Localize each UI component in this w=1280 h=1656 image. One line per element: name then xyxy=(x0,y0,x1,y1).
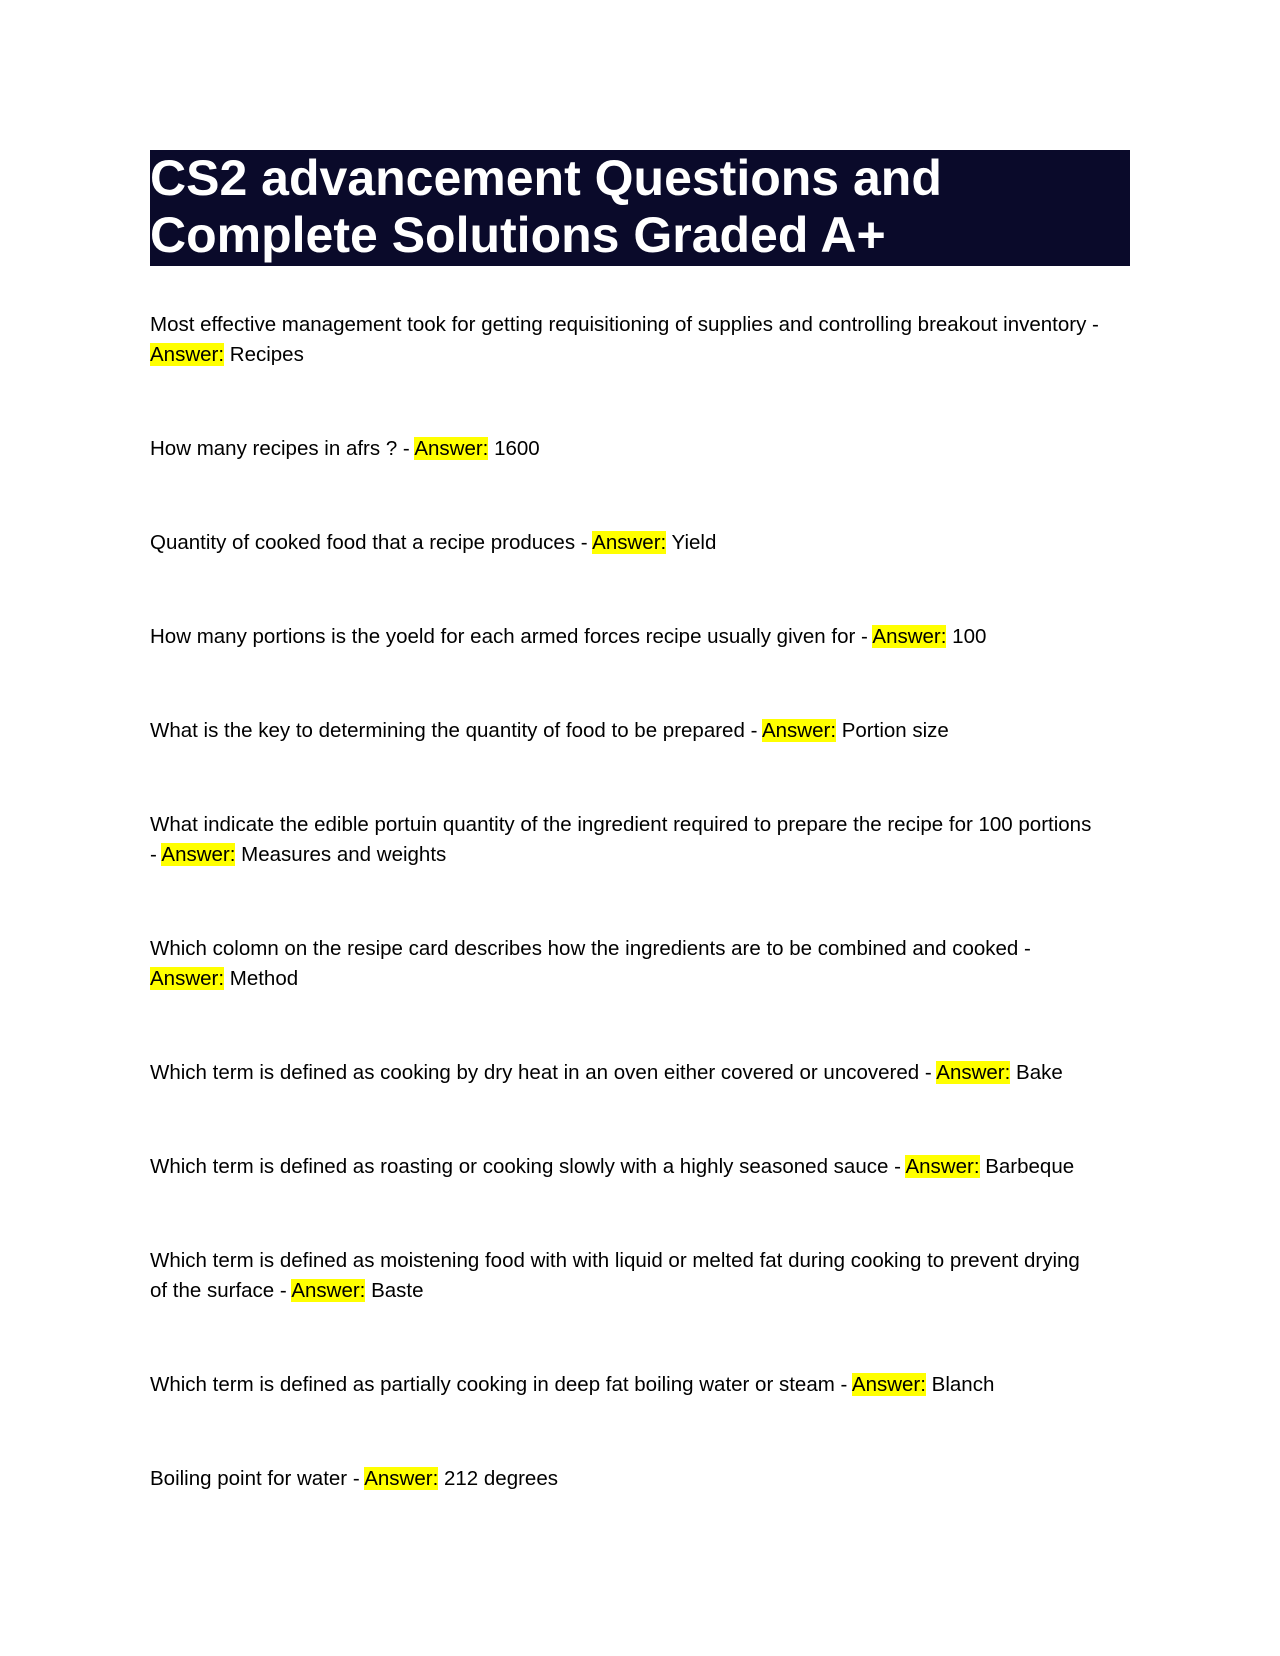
answer-label: Answer: xyxy=(364,1467,439,1490)
answer-text: 212 degrees xyxy=(438,1467,558,1490)
question-text: Which term is defined as partially cooking in deep fat boiling water or steam xyxy=(150,1373,835,1396)
answer-text: Baste xyxy=(365,1279,424,1302)
answer-text: Measures and weights xyxy=(235,843,447,866)
separator: - xyxy=(1086,313,1099,336)
answer-label: Answer: xyxy=(872,625,947,648)
answer-label: Answer: xyxy=(936,1061,1011,1084)
answer-text: Bake xyxy=(1010,1061,1063,1084)
separator: - xyxy=(274,1279,292,1302)
separator: - xyxy=(1018,937,1031,960)
answer-label: Answer: xyxy=(414,437,489,460)
qa-item xyxy=(150,622,1100,652)
separator: - xyxy=(150,843,162,866)
title-line-2: Complete Solutions Graded A+ xyxy=(150,207,886,263)
question-text: Most effective management took for getting requisitioning of supplies and controlling breakout inventory xyxy=(150,313,1087,336)
qa-item xyxy=(150,434,1100,464)
answer-label: Answer: xyxy=(161,843,236,866)
answer-label: Answer: xyxy=(905,1155,980,1178)
answer-text: Blanch xyxy=(925,1373,995,1396)
qa-item xyxy=(150,310,1100,370)
answer-label: Answer: xyxy=(851,1373,926,1396)
answer-text: Barbeque xyxy=(979,1155,1075,1178)
qa-item xyxy=(150,1370,1100,1400)
separator: - xyxy=(397,437,415,460)
question-text: Which term is defined as moistening food with with liquid or melted fat during cooking to prevent drying of the surface xyxy=(150,1249,1080,1302)
answer-text: Yield xyxy=(666,531,717,554)
answer-text: Method xyxy=(224,967,299,990)
question-text: Which term is defined as roasting or cooking slowly with a highly seasoned sauce xyxy=(150,1155,889,1178)
qa-item xyxy=(150,810,1100,870)
separator: - xyxy=(888,1155,906,1178)
answer-label: Answer: xyxy=(150,343,225,366)
question-text: Boiling point for water xyxy=(150,1467,348,1490)
separator: - xyxy=(834,1373,852,1396)
answer-label: Answer: xyxy=(150,967,225,990)
question-text: How many portions is the yoeld for each armed forces recipe usually given for xyxy=(150,625,856,648)
title-line-1: CS2 advancement Questions and xyxy=(150,150,942,206)
title-banner xyxy=(150,150,1130,266)
answer-text: Recipes xyxy=(224,343,304,366)
question-text: What indicate the edible portuin quantity of the ingredient required to prepare the recipe for 100 portions xyxy=(150,813,1092,836)
answer-label: Answer: xyxy=(761,719,837,742)
qa-item xyxy=(150,528,1100,558)
qa-item xyxy=(150,716,1100,746)
question-text: Quantity of cooked food that a recipe produces xyxy=(150,531,576,554)
separator: - xyxy=(744,719,762,742)
question-text: Which term is defined as cooking by dry heat in an oven either covered or uncovered xyxy=(150,1061,920,1084)
answer-label: Answer: xyxy=(291,1279,366,1302)
answer-text: 1600 xyxy=(488,437,540,460)
separator: - xyxy=(347,1467,365,1490)
separator: - xyxy=(575,531,593,554)
question-text: How many recipes in afrs ? xyxy=(150,437,398,460)
qa-list xyxy=(150,310,1100,1558)
qa-item xyxy=(150,934,1100,994)
answer-text: Portion size xyxy=(836,719,949,742)
answer-text: 100 xyxy=(946,625,987,648)
qa-item xyxy=(150,1152,1100,1182)
question-text: Which colomn on the resipe card describes how the ingredients are to be combined and cooked xyxy=(150,937,1019,960)
qa-item xyxy=(150,1246,1100,1306)
qa-item xyxy=(150,1058,1100,1088)
question-text: What is the key to determining the quantity of food to be prepared xyxy=(150,719,745,742)
separator: - xyxy=(855,625,873,648)
separator: - xyxy=(919,1061,937,1084)
answer-label: Answer: xyxy=(592,531,667,554)
qa-item xyxy=(150,1464,1100,1494)
